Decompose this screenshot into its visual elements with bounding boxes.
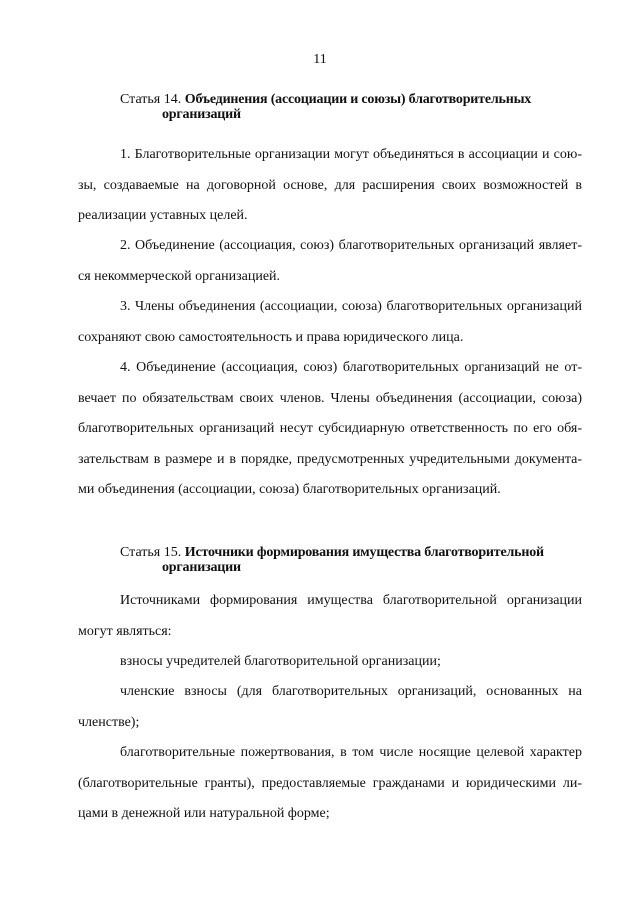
article-14-title-line1: Объединения (ассоциации и союзы) благотворительных bbox=[184, 92, 532, 107]
article-14-paragraph-4: 4. Объединение (ассоциация, союз) благотворительных организаций не отвечает по обязательствам своих членов. Члены объединения (ассоциации, союза) благотворительных организаций несут субсидиарную ответственность по его обязательствам в размере и в порядке, предусмотренных учредительными документами объединения (ассоциации, союза) благотворительных организаций. bbox=[78, 360, 582, 497]
article-15-paragraph-4: благотворительные пожертвования, в том числе носящие целевой характер (благотворительные гранты), предоставляемые гражданами и юридическими лицами в денежной или натуральной форме; bbox=[78, 745, 582, 821]
article-14-paragraph-2: 2. Объединение (ассоциация, союз) благотворительных организаций является некоммерческой организацией. bbox=[78, 238, 582, 284]
article-15-heading bbox=[120, 545, 580, 575]
article-15-paragraph-3: членские взносы (для благотворительных организаций, основанных на членстве); bbox=[78, 684, 582, 730]
article-14-label: Статья 14. bbox=[120, 92, 182, 107]
article-15-title-line1: Источники формирования имущества благотворительной bbox=[184, 545, 544, 560]
article-14-paragraph-1: 1. Благотворительные организации могут объединяться в ассоциации и союзы, создаваемые на договорной основе, для расширения своих возможностей в реализации уставных целей. bbox=[78, 147, 582, 223]
article-15-paragraph-1: Источниками формирования имущества благотворительной организации могут являться: bbox=[78, 593, 582, 639]
article-15-label: Статья 15. bbox=[120, 545, 182, 560]
article-15-paragraph-2: взносы учредителей благотворительной организации; bbox=[120, 654, 441, 669]
article-14-heading bbox=[120, 92, 580, 122]
article-14-title-line2: организаций bbox=[162, 107, 241, 122]
article-14-paragraph-3: 3. Члены объединения (ассоциации, союза) благотворительных организаций сохраняют свою самостоятельность и права юридического лица. bbox=[78, 299, 582, 345]
page-number: 11 bbox=[313, 52, 327, 67]
article-15-title-line2: организации bbox=[162, 560, 241, 575]
